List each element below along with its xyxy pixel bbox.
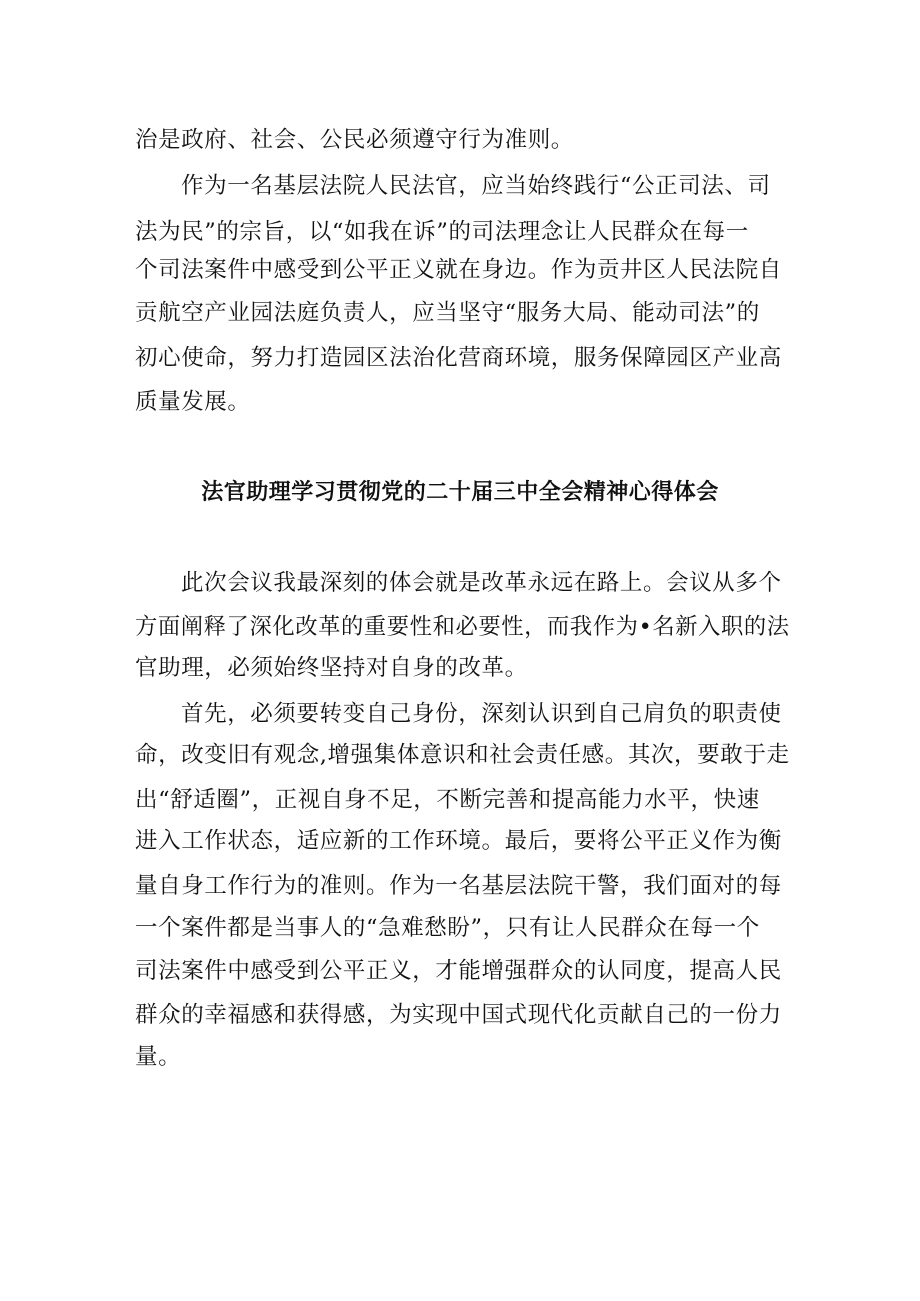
paragraph-1-line: 治是政府、社会、公民必须遵守行为准则。 [135, 127, 574, 153]
paragraph-2-line: 初心使命，努力打造园区法治化营商环境，服务保障园区产业高 [135, 345, 782, 371]
paragraph-2-line: 作为一名基层法院人民法官，应当始终践行“公正司法、司 [181, 173, 771, 199]
paragraph-4-line: 命，改变旧有观念,增强集体意识和社会责任感。其次，要敢于走 [135, 742, 790, 768]
section-title: 法官助理学习贯彻党的二十届三中全会精神心得体会 [201, 480, 719, 505]
paragraph-4-line: 量。 [135, 1044, 182, 1070]
paragraph-4-line: 出“舒适圈”，正视自身不足，不断完善和提高能力水平，快速 [135, 787, 760, 813]
paragraph-4-line: 首先，必须要转变自己身份，深刻认识到自己肩负的职责使 [181, 701, 782, 727]
paragraph-2-line: 贡航空产业园法庭负责人，应当坚守“服务大局、能动司法”的 [135, 300, 760, 326]
paragraph-4-line: 司法案件中感受到公平正义，才能增强群众的认同度，提高人民 [135, 958, 782, 984]
paragraph-2-line: 法为民”的宗旨，以“如我在诉”的司法理念让人民群众在每一 [135, 219, 749, 245]
paragraph-3-line: 官助理，必须始终坚持对自身的改革。 [135, 655, 528, 681]
paragraph-2-line: 个司法案件中感受到公平正义就在身边。作为贡井区人民法院自 [135, 257, 782, 283]
paragraph-2-line: 质量发展。 [135, 389, 251, 415]
paragraph-4-line: 群众的幸福感和获得感，为实现中国式现代化贡献自己的一份力 [135, 1002, 782, 1028]
paragraph-4-line: 进入工作状态，适应新的工作环境。最后，要将公平正义作为衡 [135, 828, 782, 854]
paragraph-3-line: 此次会议我最深刻的体会就是改革永远在路上。会议从多个 [181, 570, 782, 596]
paragraph-4-line: 量自身工作行为的准则。作为一名基层法院干警，我们面对的每 [135, 873, 782, 899]
paragraph-3-line: 方面阐释了深化改革的重要性和必要性，而我作为•名新入职的法 [135, 614, 790, 640]
paragraph-4-line: 一个案件都是当事人的“急难愁盼”，只有让人民群众在每一个 [135, 915, 760, 941]
